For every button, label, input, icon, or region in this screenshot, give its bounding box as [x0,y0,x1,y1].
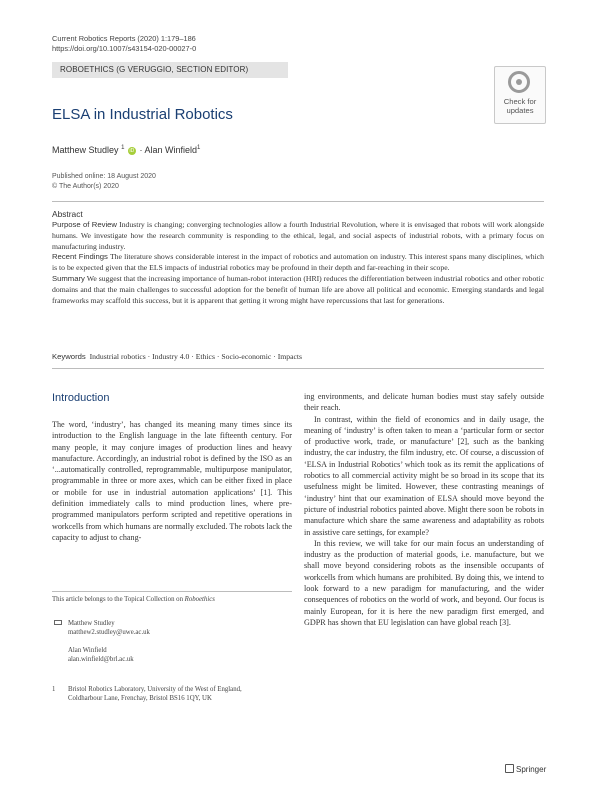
author-separator: · [139,145,143,155]
journal-header [52,34,196,54]
keywords-text: Industrial robotics · Industry 4.0 · Ethics · Socio-economic · Impacts [89,352,303,361]
author-name[interactable]: Alan Winfield [144,145,197,155]
left-column [52,419,292,543]
abstract-paragraph [52,220,544,252]
abstract-label: Summary [52,273,85,283]
check-updates-line2: updates [506,106,534,115]
abstract-paragraph [52,252,544,274]
affiliation-line: Bristol Robotics Laboratory, University of the West of England, [68,686,242,693]
body-paragraph: In this review, we will take for our main focus an understanding of industry as the production of material goods, i.e. manufacture, but we shall move beyond considering robots as the insensible occupants of workcells from which humans are prohibited. By doing this, we intend to look forward to a new paradigm for manufacturing, and the wider consequences of robotics on the world of work, and beyond. Our focus is mainly European, for it is here the new paradigm first emerged, and GDPR has shown that EU legislation can have global reach [3]. [304,538,544,627]
journal-citation: Current Robotics Reports (2020) 1:179–186 [52,34,196,43]
check-for-updates-badge[interactable] [494,66,546,124]
author-affiliation-ref: 1 [196,145,201,151]
body-paragraph: ing environments, and delicate human bodies must stay safely outside their reach. [304,392,544,413]
contact-email[interactable]: alan.winfield@brl.ac.uk [68,656,134,663]
abstract-paragraph [52,274,544,306]
contact-name: Alan Winfield [68,647,107,654]
affiliation-line: Coldharbour Lane, Frenchay, Bristol BS16 1QY, UK [68,695,212,702]
publisher-logo [505,764,546,774]
abstract-body [52,220,544,306]
contact-block [56,619,150,664]
section-heading-introduction: Introduction [52,392,110,404]
collection-prefix: This article belongs to the Topical Collection on [52,596,183,603]
divider [52,368,544,369]
keywords-label: Keywords [52,352,86,361]
collection-name[interactable]: Roboethics [184,596,215,603]
published-date: Published online: 18 August 2020 [52,173,156,180]
topical-collection-note [52,595,215,604]
copyright: © The Author(s) 2020 [52,183,119,190]
contact-email[interactable]: matthew2.studley@uwe.ac.uk [68,629,150,636]
footnote-divider [52,591,292,592]
crossmark-icon [508,71,530,93]
section-label: ROBOETHICS (G VERUGGIO, SECTION EDITOR) [60,65,249,74]
body-paragraph: The word, ‘industry’, has changed its meaning many times since its introduction to the English language in the late fifteenth century. For many people, it may conjure images of production lines and heavy manufacture. Accordingly, an industrial robot is defined by the ISO as an ‘...automatically controlled, reprogrammable, multipurpose manipulator, programmable in three or more axes, which can be either fixed in place or mobile for use in industrial automation applications’ [1]. This definition immediately calls to mind production lines, where pre-programmed manipulators perform scripted and repetitive operations in workcells from which humans are normally excluded. The robots lack the capacity to adjust to chang- [52,420,292,542]
orcid-icon[interactable]: iD [129,148,135,154]
body-paragraph: In contrast, within the field of economics and in daily usage, the meaning of ‘industry’ is often taken to mean a ‘particular form or sector of productive work, trade, or manufacture’ [2], such as the banking industry, the car industry, the film industry, etc. Of course, a discussion of ‘ELSA in Industrial Robotics’ which took as its remit the applications of robotics to all commercial activity might be so broad in its scope that its usefulness might be limited. However, these contrasting meanings of ‘industry’ hint that our examination of ELSA should move beyond the picture of industrial robotics painted above. Might there soon be robots in manufacture which share the same awareness and adaptability as robots in assistive care settings, for example? [304,414,544,537]
envelope-icon [54,620,62,625]
divider [52,201,544,202]
author-affiliation-ref: 1 [121,145,125,151]
contact-name: Matthew Studley [68,620,115,627]
publisher-name: Springer [516,765,547,774]
check-updates-line1: Check for [503,97,537,106]
author-list [52,145,200,155]
section-bar [52,62,288,78]
abstract-label: Purpose of Review [52,220,117,229]
doi-link[interactable]: https://doi.org/10.1007/s43154-020-00027-0 [52,44,197,53]
abstract-text: The literature shows considerable interest in the impact of robotics and automation on industry. This interest spans many disciplines, which is to be expected given that the ELS impacts of industrial robotics may be profound in their depth and far-reaching in their scope. [52,252,544,273]
springer-horse-icon [505,764,514,773]
abstract-label: Recent Findings [52,252,108,262]
author-name[interactable]: Matthew Studley [52,145,119,155]
keywords [52,352,302,361]
article-title: ELSA in Industrial Robotics [52,106,233,123]
abstract-text: We suggest that the increasing importance of human-robot interaction (HRI) reduces the differentiation between industrial robotics and other robotic domains and that the main challenges to successful adoption for the benefit of human life are above all political and economic. Emerging standards and legal frameworks may scaffold this success, but it is apparent that getting it wrong might have repercussions that last for generations. [52,273,544,305]
abstract-text: Industry is changing; converging technologies allow a fourth Industrial Revolution, where it is envisaged that robots will work alongside humans. We investigate how the research community is responding to the ethical, legal, and social aspects of industrial robots, with a primary focus on manufacturing industry. [52,220,545,251]
abstract-heading: Abstract [52,209,83,219]
publication-info [52,172,156,192]
affiliation-number: 1 [52,686,56,693]
affiliation-block [52,685,242,703]
right-column [304,391,544,628]
